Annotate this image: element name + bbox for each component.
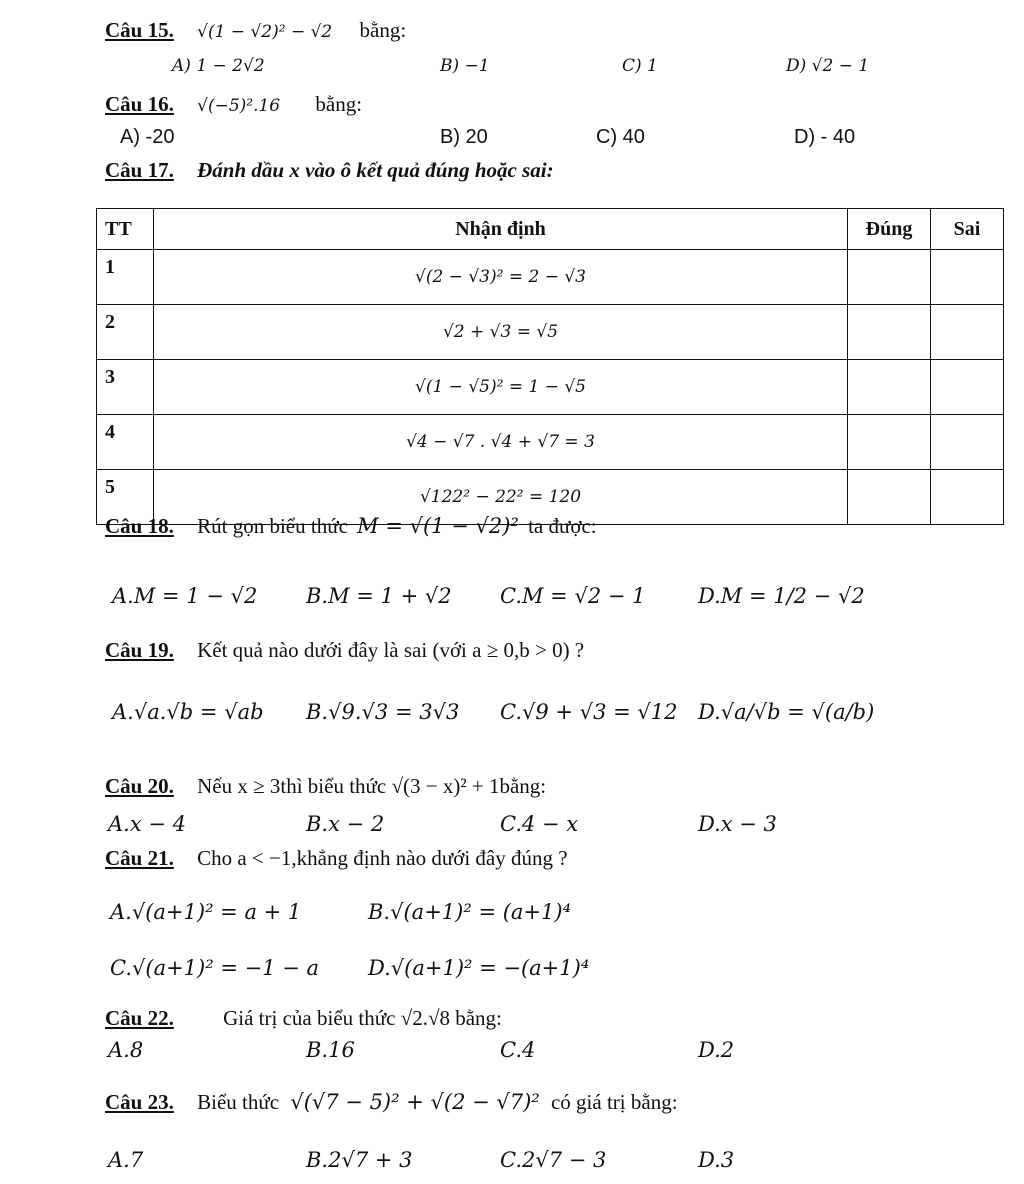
question-18-option-c[interactable]: C.M = √2 − 1	[500, 584, 646, 608]
header-true: Đúng	[848, 209, 931, 250]
question-22-option-a[interactable]: A.8	[108, 1038, 144, 1062]
question-19-option-b[interactable]: B.√9.√3 = 3√3	[306, 700, 460, 724]
question-15-option-d[interactable]: D) √2 − 1	[786, 56, 870, 76]
true-checkbox-cell[interactable]	[848, 360, 931, 415]
question-23-option-c[interactable]: C.2√7 − 3	[500, 1148, 607, 1172]
false-checkbox-cell[interactable]	[931, 305, 1004, 360]
question-22-option-d[interactable]: D.2	[698, 1038, 735, 1062]
question-16	[105, 92, 362, 117]
row-number: 1	[97, 250, 154, 305]
question-17	[105, 158, 554, 183]
table-row	[97, 415, 1004, 470]
header-tt: TT	[97, 209, 154, 250]
question-19-label: Câu 19.	[105, 638, 174, 662]
header-false: Sai	[931, 209, 1004, 250]
true-checkbox-cell[interactable]	[848, 250, 931, 305]
question-15-suffix: bằng:	[359, 18, 407, 42]
row-statement: √(2 − √3)² = 2 − √3	[154, 250, 848, 305]
question-23-suffix: có giá trị bằng:	[550, 1090, 678, 1114]
question-16-suffix: bằng:	[315, 92, 363, 116]
question-18-option-a[interactable]: A.M = 1 − √2	[112, 584, 258, 608]
row-statement: √(1 − √5)² = 1 − √5	[154, 360, 848, 415]
question-19-option-d[interactable]: D.√a/√b = √(a/b)	[698, 700, 875, 724]
question-23-expression: √(√7 − 5)² + √(2 − √7)²	[290, 1090, 540, 1114]
question-21-option-d[interactable]: D.√(a+1)² = −(a+1)⁴	[368, 956, 590, 980]
question-20-label: Câu 20.	[105, 774, 174, 798]
table-row	[97, 305, 1004, 360]
true-checkbox-cell[interactable]	[848, 415, 931, 470]
row-number: 3	[97, 360, 154, 415]
false-checkbox-cell[interactable]	[931, 250, 1004, 305]
question-23	[105, 1090, 678, 1115]
question-17-instruction: Đánh dầu x vào ô kết quả đúng hoặc sai:	[197, 158, 554, 182]
question-15-option-c[interactable]: C) 1	[622, 56, 658, 76]
question-18-option-b[interactable]: B.M = 1 + √2	[306, 584, 452, 608]
question-15-label: Câu 15.	[105, 18, 174, 42]
question-22-text: Giá trị của biểu thức √2.√8 bằng:	[223, 1006, 502, 1030]
question-23-option-d[interactable]: D.3	[698, 1148, 735, 1172]
question-21-option-a[interactable]: A.√(a+1)² = a + 1	[110, 900, 302, 924]
question-18-suffix: ta được:	[528, 514, 597, 538]
question-23-prefix: Biểu thức	[197, 1090, 280, 1114]
question-18-label: Câu 18.	[105, 514, 174, 538]
question-15	[105, 18, 406, 43]
question-18-expression: M = √(1 − √2)²	[357, 514, 519, 538]
question-17-label: Câu 17.	[105, 158, 174, 182]
question-21-option-c[interactable]: C.√(a+1)² = −1 − a	[110, 956, 320, 980]
question-19-option-c[interactable]: C.√9 + √3 = √12	[500, 700, 678, 724]
row-number: 4	[97, 415, 154, 470]
row-statement: √2 + √3 = √5	[154, 305, 848, 360]
false-checkbox-cell[interactable]	[931, 415, 1004, 470]
true-false-table	[96, 208, 1004, 525]
question-15-expression: √(1 − √2)² − √2	[197, 22, 333, 42]
question-20-option-b[interactable]: B.x − 2	[306, 812, 385, 836]
question-23-label: Câu 23.	[105, 1090, 174, 1114]
question-19-text: Kết quả nào dưới đây là sai (với a ≥ 0,b > 0) ?	[197, 638, 585, 662]
question-16-option-b[interactable]: B) 20	[440, 126, 488, 148]
question-22	[105, 1006, 502, 1031]
question-23-option-b[interactable]: B.2√7 + 3	[306, 1148, 413, 1172]
header-statement: Nhận định	[154, 209, 848, 250]
question-22-label: Câu 22.	[105, 1006, 174, 1030]
question-16-expression: √(−5)².16	[197, 96, 281, 116]
question-19-option-a[interactable]: A.√a.√b = √ab	[112, 700, 264, 724]
question-22-option-b[interactable]: B.16	[306, 1038, 355, 1062]
question-19	[105, 638, 584, 663]
true-checkbox-cell[interactable]	[848, 470, 931, 525]
question-18-option-d[interactable]: D.M = 1/2 − √2	[698, 584, 865, 608]
question-20-option-d[interactable]: D.x − 3	[698, 812, 777, 836]
table-header-row	[97, 209, 1004, 250]
question-18	[105, 514, 597, 539]
question-15-option-a[interactable]: A) 1 − 2√2	[172, 56, 265, 76]
question-21-option-b[interactable]: B.√(a+1)² = (a+1)⁴	[368, 900, 571, 924]
question-23-option-a[interactable]: A.7	[108, 1148, 144, 1172]
question-16-option-a[interactable]: A) -20	[120, 126, 175, 148]
question-20	[105, 774, 546, 799]
question-20-option-c[interactable]: C.4 − x	[500, 812, 579, 836]
table-row	[97, 250, 1004, 305]
question-22-option-c[interactable]: C.4	[500, 1038, 536, 1062]
row-number: 5	[97, 470, 154, 525]
false-checkbox-cell[interactable]	[931, 470, 1004, 525]
question-15-option-b[interactable]: B) −1	[440, 56, 490, 76]
row-number: 2	[97, 305, 154, 360]
row-statement: √4 − √7 . √4 + √7 = 3	[154, 415, 848, 470]
false-checkbox-cell[interactable]	[931, 360, 1004, 415]
question-20-text: Nếu x ≥ 3thì biểu thức √(3 − x)² + 1bằng:	[197, 774, 547, 798]
question-20-option-a[interactable]: A.x − 4	[108, 812, 186, 836]
question-21-label: Câu 21.	[105, 846, 174, 870]
question-16-option-d[interactable]: D) - 40	[794, 126, 856, 148]
table-row	[97, 360, 1004, 415]
true-checkbox-cell[interactable]	[848, 305, 931, 360]
question-21-text: Cho a < −1,khẳng định nào dưới đây đúng ?	[197, 846, 568, 870]
row-statement: √122² − 22² = 120	[154, 470, 848, 525]
question-21	[105, 846, 568, 871]
question-18-prefix: Rút gọn biểu thức	[197, 514, 348, 538]
question-16-option-c[interactable]: C) 40	[596, 126, 645, 148]
question-16-label: Câu 16.	[105, 92, 174, 116]
